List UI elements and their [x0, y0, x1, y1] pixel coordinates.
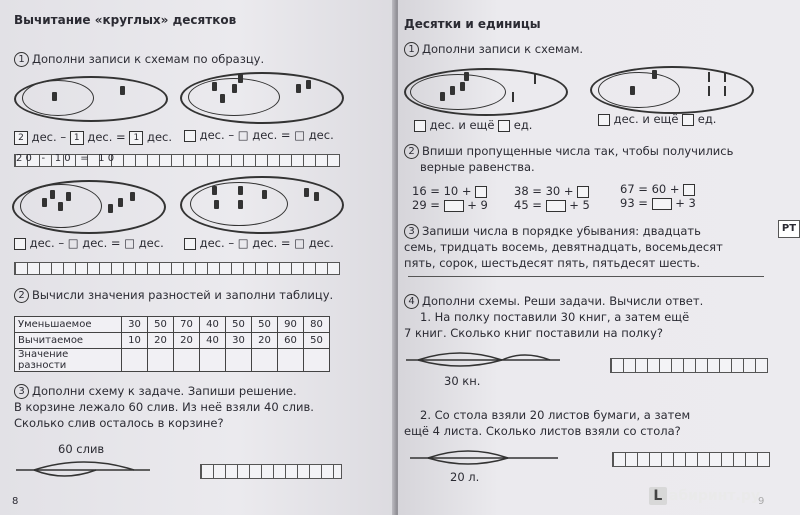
right-ex3-heading [404, 224, 701, 239]
table-row [15, 333, 330, 349]
equation-text: 67 = 60 + [620, 182, 680, 196]
equation [412, 184, 487, 199]
answer-box[interactable] [577, 186, 589, 198]
difference-table [14, 316, 330, 372]
caption-text: ед. [697, 112, 717, 126]
answer-box[interactable] [682, 114, 694, 126]
ten-block-icon [652, 70, 657, 79]
fill-caption [414, 118, 532, 133]
answer-box[interactable] [546, 200, 566, 212]
exercise-number: 2 [404, 144, 419, 159]
answer-box: 1 [70, 131, 84, 145]
table-cell: 60 [278, 333, 304, 349]
ten-block-icon [304, 188, 309, 197]
unit-text: дес. – □ дес. = □ дес. [199, 128, 334, 142]
row-header: Уменьшаемое [15, 317, 122, 333]
table-cell: 80 [304, 317, 330, 333]
answer-cell[interactable] [148, 349, 174, 372]
table-row [15, 317, 330, 333]
problem-text: Сколько слив осталось в корзине? [14, 416, 224, 430]
blank-answer [184, 236, 334, 251]
unit-stick-icon [534, 74, 536, 84]
ten-block-icon [464, 72, 469, 81]
answer-box[interactable] [498, 120, 510, 132]
left-ex2-heading [14, 288, 333, 303]
answer-line[interactable] [408, 276, 764, 277]
side-tab: РТ [778, 220, 800, 238]
table-row [15, 349, 330, 372]
problem-text: 2. Со стола взяли 20 листов бумаги, а затем [420, 408, 691, 422]
blank-answer [14, 236, 164, 251]
answer-cell[interactable] [252, 349, 278, 372]
scheme-arc [34, 470, 96, 476]
answer-cell[interactable] [200, 349, 226, 372]
right-title: Десятки и единицы [404, 17, 541, 31]
problem-text: В корзине лежало 60 слив. Из неё взяли 40 слив. [14, 400, 314, 414]
exercise-text: Дополни схему к задаче. Запиши решение. [32, 384, 297, 398]
scheme-arc [428, 458, 508, 464]
equation [514, 198, 590, 213]
ten-block-icon [440, 92, 445, 101]
exercise-text: Дополни записи к схемам. [422, 42, 584, 56]
scheme-arc [34, 462, 134, 470]
equation [514, 184, 589, 199]
table-cell: 70 [174, 317, 200, 333]
unit-text: дес. – □ дес. = □ дес. [199, 236, 334, 250]
equation-text: 16 = 10 + [412, 184, 472, 198]
table-cell: 20 [174, 333, 200, 349]
ten-block-icon [314, 192, 319, 201]
answer-box[interactable] [184, 130, 196, 142]
scheme-label: 20 л. [450, 470, 480, 484]
table-cell: 10 [122, 333, 148, 349]
answer-cell[interactable] [304, 349, 330, 372]
ten-block-icon [306, 80, 311, 89]
left-title: Вычитание «круглых» десятков [14, 13, 237, 27]
answer-box[interactable] [444, 200, 464, 212]
unit-stick-icon [708, 86, 710, 96]
unit-stick-icon [724, 86, 726, 96]
unit-text: дес. [147, 130, 173, 144]
ten-block-icon [220, 94, 225, 103]
scheme-label: 30 кн. [444, 374, 481, 388]
left-ex1-heading [14, 52, 264, 67]
equation-text: 45 = [514, 198, 542, 212]
equation-text: + 9 [467, 198, 488, 212]
ten-block-icon [118, 198, 123, 207]
caption-text: ед. [513, 118, 533, 132]
ten-block-icon [630, 86, 635, 95]
page-number: 9 [758, 496, 765, 507]
right-ex4-heading [404, 294, 703, 309]
scheme-ellipse-inner [410, 74, 506, 110]
unit-stick-icon [708, 72, 710, 82]
table-cell: 30 [226, 333, 252, 349]
watermark-text: абиринт.ру [668, 488, 760, 504]
caption-text: дес. и ещё [429, 118, 495, 132]
ten-block-icon [262, 190, 267, 199]
row-header: Значение разности [15, 349, 122, 372]
exercise-text: семь, тридцать восемь, девятнадцать, восемьдесят [404, 240, 723, 254]
table-cell: 20 [148, 333, 174, 349]
exercise-text: Впиши пропущенные числа так, чтобы получились [422, 144, 734, 158]
right-ex1-heading [404, 42, 583, 57]
problem-text: ещё 4 листа. Сколько листов взяли со стола? [404, 424, 681, 438]
answer-box[interactable] [184, 238, 196, 250]
answer-box[interactable] [683, 184, 695, 196]
exercise-number: 1 [404, 42, 419, 57]
unit-stick-icon [512, 92, 514, 102]
table-cell: 50 [252, 317, 278, 333]
fill-caption [598, 112, 716, 127]
unit-text: дес. – [31, 130, 67, 144]
scheme-arc [418, 353, 502, 360]
equation [412, 198, 488, 213]
watermark-logo [649, 487, 760, 505]
ten-block-icon [232, 84, 237, 93]
answer-grid[interactable] [610, 358, 768, 373]
ten-block-icon [58, 202, 63, 211]
blank-answer [184, 128, 334, 143]
left-ex3-heading [14, 384, 297, 399]
equation-text: 93 = [620, 196, 648, 210]
ten-block-icon [66, 192, 71, 201]
exercise-text: пять, сорок, шестьдесят пять, пятьдесят шесть. [404, 256, 701, 270]
unit-text: дес. = [87, 130, 126, 144]
exercise-text: Дополни схемы. Реши задачи. Вычисли ответ. [422, 294, 704, 308]
problem-text: 7 книг. Сколько книг поставили на полку? [404, 326, 664, 340]
answer-box[interactable] [598, 114, 610, 126]
equation-text: + 3 [675, 196, 696, 210]
answer-box[interactable] [414, 120, 426, 132]
problem-text: 1. На полку поставили 30 книг, а затем ещё [420, 310, 690, 324]
left-page [0, 0, 396, 515]
answer-box[interactable] [475, 186, 487, 198]
table-cell: 50 [304, 333, 330, 349]
table-cell: 50 [226, 317, 252, 333]
ten-block-icon [296, 84, 301, 93]
scheme-ellipse-inner [22, 80, 94, 116]
sample-grid-text: 20 - 10 = 10 [16, 153, 118, 164]
equation [620, 196, 696, 211]
ten-block-icon [130, 192, 135, 201]
equation-text: 29 = [412, 198, 440, 212]
caption-text: дес. и ещё [613, 112, 679, 126]
scheme-arc [418, 360, 502, 366]
segment-scheme [408, 444, 568, 474]
ten-block-icon [212, 82, 217, 91]
exercise-number: 3 [404, 224, 419, 239]
labirint-logo-icon: L [649, 487, 667, 505]
exercise-number: 2 [14, 288, 29, 303]
answer-cell[interactable] [278, 349, 304, 372]
answer-grid[interactable] [612, 452, 770, 467]
answer-grid[interactable] [14, 262, 340, 275]
ten-block-icon [238, 200, 243, 209]
scheme-arc [428, 451, 508, 458]
row-header: Вычитаемое [15, 333, 122, 349]
exercise-text: Вычисли значения разностей и заполни таблицу. [32, 288, 334, 302]
ten-block-icon [238, 186, 243, 195]
exercise-number: 1 [14, 52, 29, 67]
equation-text: 38 = 30 + [514, 184, 574, 198]
ten-block-icon [120, 86, 125, 95]
table-cell: 30 [122, 317, 148, 333]
table-cell: 20 [252, 333, 278, 349]
unit-stick-icon [724, 72, 726, 82]
sample-answer [14, 130, 172, 145]
exercise-text: верные равенства. [420, 160, 535, 174]
answer-box[interactable] [652, 198, 672, 210]
segment-scheme [404, 346, 564, 376]
ten-block-icon [238, 74, 243, 83]
answer-box: 1 [129, 131, 143, 145]
ten-block-icon [42, 198, 47, 207]
segment-scheme [14, 452, 154, 482]
ten-block-icon [212, 186, 217, 195]
ten-block-icon [214, 200, 219, 209]
equation [620, 182, 695, 197]
answer-cell[interactable] [122, 349, 148, 372]
exercise-text: Дополни записи к схемам по образцу. [32, 52, 265, 66]
ten-block-icon [460, 82, 465, 91]
unit-text: дес. – □ дес. = □ дес. [29, 236, 164, 250]
equation-text: + 5 [569, 198, 590, 212]
scheme-ellipse-inner [598, 72, 680, 108]
ten-block-icon [52, 92, 57, 101]
answer-box: 2 [14, 131, 28, 145]
table-cell: 50 [148, 317, 174, 333]
page-number: 8 [12, 496, 19, 507]
answer-cell[interactable] [226, 349, 252, 372]
exercise-text: Запиши числа в порядке убывания: двадцать [422, 224, 701, 238]
table-cell: 40 [200, 317, 226, 333]
right-ex2-heading [404, 144, 733, 159]
ten-block-icon [108, 204, 113, 213]
answer-grid[interactable] [200, 464, 342, 479]
right-page [398, 0, 800, 515]
exercise-number: 4 [404, 294, 419, 309]
table-cell: 90 [278, 317, 304, 333]
ten-block-icon [50, 190, 55, 199]
ten-block-icon [450, 86, 455, 95]
exercise-number: 3 [14, 384, 29, 399]
table-cell: 40 [200, 333, 226, 349]
answer-cell[interactable] [174, 349, 200, 372]
answer-box[interactable] [14, 238, 26, 250]
scheme-label: 60 слив [58, 442, 105, 456]
